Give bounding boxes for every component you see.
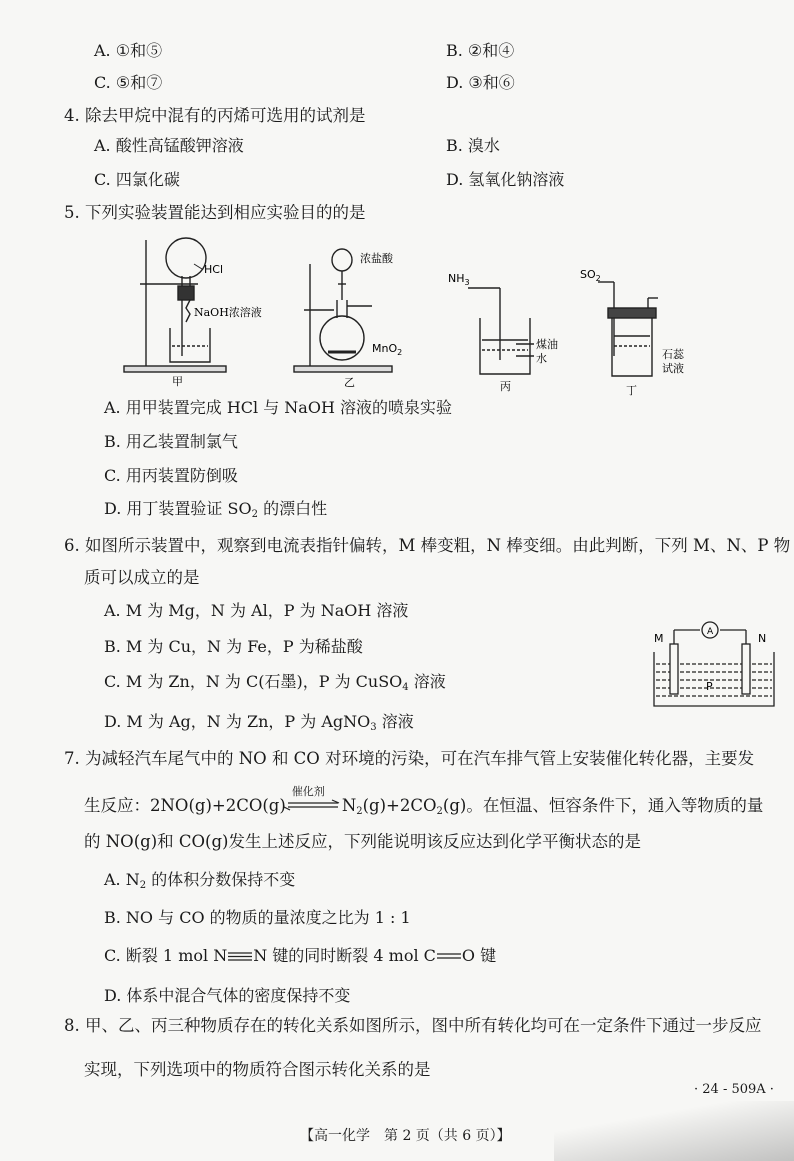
q6-option-c: C. M 为 Zn，N 为 C(石墨)，P 为 CuSO$_4$ 溶液 [104,672,446,693]
hcl-conc-label: 浓盐酸 [360,252,393,265]
q8-stem-line2: 实现，下列选项中的物质符合图示转化关系的是 [84,1060,431,1079]
litmus-label-2: 试液 [662,362,684,375]
triple-bond-symbol [227,946,253,966]
q7-stem-line1: 7. 为减轻汽车尾气中的 NO 和 CO 对环境的污染，可在汽车排气管上安装催化转化器，主要发 [64,749,755,768]
kerosene-label: 煤油 [536,338,558,351]
q7-option-a: A. $N_2$ 的体积分数保持不变 [104,870,296,891]
q6-option-b: B. M 为 Cu，N 为 Fe，P 为稀盐酸 [104,637,363,656]
jia-label: 甲 [172,375,183,388]
electrode-m-label: M [654,632,664,645]
water-label: 水 [536,352,547,365]
double-bond-symbol [436,946,462,966]
q4-option-c: C. 四氯化碳 [94,170,180,189]
apparatus-yi-figure [290,240,420,390]
litmus-label-1: 石蕊 [662,348,684,361]
electrolyte-p-label: P [706,680,713,693]
q5-option-b: B. 用乙装置制氯气 [104,432,238,451]
so2-label: $SO_2$ [580,268,601,283]
q3-option-d: D. ③和⑥ [446,73,515,92]
catalyst-arrow: 催化剂 [286,796,342,816]
q4-option-b: B. 溴水 [446,136,500,155]
q4-stem: 4. 除去甲烷中混有的丙烯可选用的试剂是 [64,106,366,125]
q7-option-b: B. NO 与 CO 的物质的量浓度之比为 1 : 1 [104,908,411,927]
apparatus-ding-figure [578,264,698,400]
exam-code: · 24 - 509A · [694,1082,774,1097]
q6-option-a: A. M 为 Mg，N 为 Al，P 为 NaOH 溶液 [104,601,409,620]
q5-option-c: C. 用丙装置防倒吸 [104,466,238,485]
ammeter-icon: A [707,627,714,637]
q5-option-d: D. 用丁装置验证 $SO_2$ 的漂白性 [104,499,328,520]
ding-label: 丁 [626,384,637,397]
page-shadow [554,1101,794,1161]
q3-option-b: B. ②和④ [446,41,515,60]
electrode-n-label: N [758,632,767,645]
yi-label: 乙 [344,376,355,389]
mno2-label: MnO$_2$ [372,342,403,357]
q8-stem-line1: 8. 甲、乙、丙三种物质存在的转化关系如图所示，图中所有转化均可在一定条件下通过一步反应 [64,1016,762,1035]
apparatus-bing-figure [446,266,566,396]
q6-stem-line2: 质可以成立的是 [84,568,200,587]
nh3-label: $NH_3$ [448,272,470,287]
q6-option-d: D. M 为 Ag，N 为 Zn，P 为 AgNO$_3$ 溶液 [104,712,414,733]
q4-option-a: A. 酸性高锰酸钾溶液 [94,136,244,155]
hcl-label: HCl [204,263,224,276]
q4-option-d: D. 氢氧化钠溶液 [446,170,565,189]
apparatus-jia-figure [120,228,280,388]
q3-option-c: C. ⑤和⑦ [94,73,163,92]
naoh-label: NaOH浓溶液 [194,306,262,319]
galvanic-cell-figure [648,628,782,710]
q3-option-a: A. ①和⑤ [94,41,163,60]
q7-stem-line3: 的 NO(g)和 CO(g)发生上述反应，下列能说明该反应达到化学平衡状态的是 [84,832,641,851]
q5-stem: 5. 下列实验装置能达到相应实验目的的是 [64,203,366,222]
q6-stem-line1: 6. 如图所示装置中，观察到电流表指针偏转，M 棒变粗，N 棒变细。由此判断，下列 M、N、P 物 [64,536,791,555]
q7-stem-line2: 生反应：2NO(g)+2CO(g) 催化剂 $N_2(g)+2CO_2(g)$。在恒温、恒容条件下，通入等物质的量 [84,785,764,817]
page-footer: 【高一化学 第 2 页（共 6 页）】 [300,1128,511,1144]
bing-label: 丙 [500,380,511,393]
q7-option-d: D. 体系中混合气体的密度保持不变 [104,986,351,1005]
q7-option-c: C. 断裂 1 mol N N 键的同时断裂 4 mol C O 键 [104,946,497,965]
q5-option-a: A. 用甲装置完成 HCl 与 NaOH 溶液的喷泉实验 [104,398,452,417]
